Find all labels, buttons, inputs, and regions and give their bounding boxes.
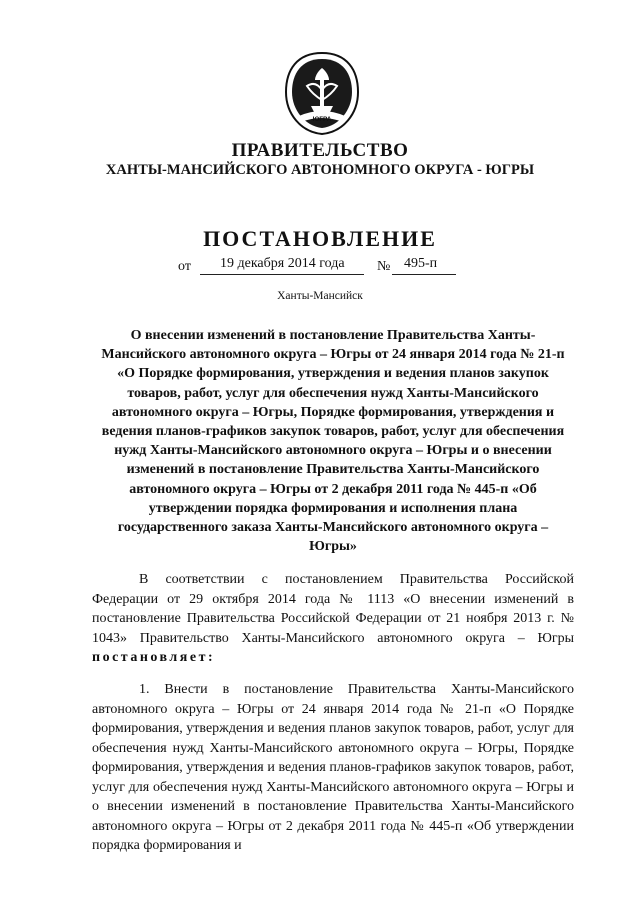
- preamble-paragraph: [92, 570, 574, 668]
- svg-text:ЮГРА: ЮГРА: [312, 116, 332, 123]
- date-label: от: [178, 259, 191, 274]
- number-underline: [392, 274, 456, 275]
- number-label: №: [377, 259, 391, 274]
- decree-date: 19 декабря 2014 года: [220, 256, 345, 271]
- decree-subject: О внесении изменений в постановление Правительства Ханты-Мансийского автономного округа – Югры от 24 января 2014 года № 21-п «О Порядке формирования, утверждения и ведения планов закупок товаров, работ, услуг для обеспечения нужд Ханты-Мансийского автономного округа – Югры, Порядке формирования, утверждения и ведения планов-графиков закупок товаров, работ, услуг для обеспечения нужд Ханты-Мансийского автономного округа – Югры и о внесении изменений в постановление Правительства Ханты-Мансийского автономного округа – Югры от 2 декабря 2011 года № 445-п «Об утверждении порядка формирования и исполнения плана государственного заказа Ханты-Мансийского автономного округа – Югры»: [101, 328, 565, 555]
- decree-number: 495-п: [404, 256, 438, 271]
- city: Ханты-Мансийск: [277, 290, 363, 302]
- resolves-colon: :: [207, 650, 216, 665]
- yugra-coat-of-arms-icon: [277, 50, 367, 136]
- item-1-paragraph: 1. Внести в постановление Правительства Ханты-Мансийского автономного округа – Югры от 24 января 2014 года № 21-п «О Порядке формирования, утверждения и ведения планов закупок товаров, работ, услуг для обеспечения нужд Ханты-Мансийского автономного округа – Югры, Порядке формирования, утверждения и ведения планов-графиков закупок товаров, работ, услуг для обеспечения нужд Ханты-Мансийского автономного округа – Югры и о внесении изменений в постановление Правительства Ханты-Мансийского автономного округа – Югры от 2 декабря 2011 года № 445-п «Об утверждении порядка формирования и: [92, 682, 574, 853]
- region-title: ХАНТЫ-МАНСИЙСКОГО АВТОНОМНОГО ОКРУГА - ЮГРЫ: [105, 162, 535, 178]
- decree-title: ПОСТАНОВЛЕНИЕ: [203, 226, 437, 251]
- resolves-word: постановляет: [92, 650, 208, 665]
- preamble-text: В соответствии с постановлением Правительства Российской Федерации от 29 октября 2014 года № 1113 «О внесении изменений в постановление Правительства Российской Федерации от 21 ноября 2013 г. № 1043» Правительство Ханты-Мансийского автономного округа – Югры: [92, 572, 574, 646]
- date-underline: [200, 274, 364, 275]
- government-title: ПРАВИТЕЛЬСТВО: [231, 140, 409, 161]
